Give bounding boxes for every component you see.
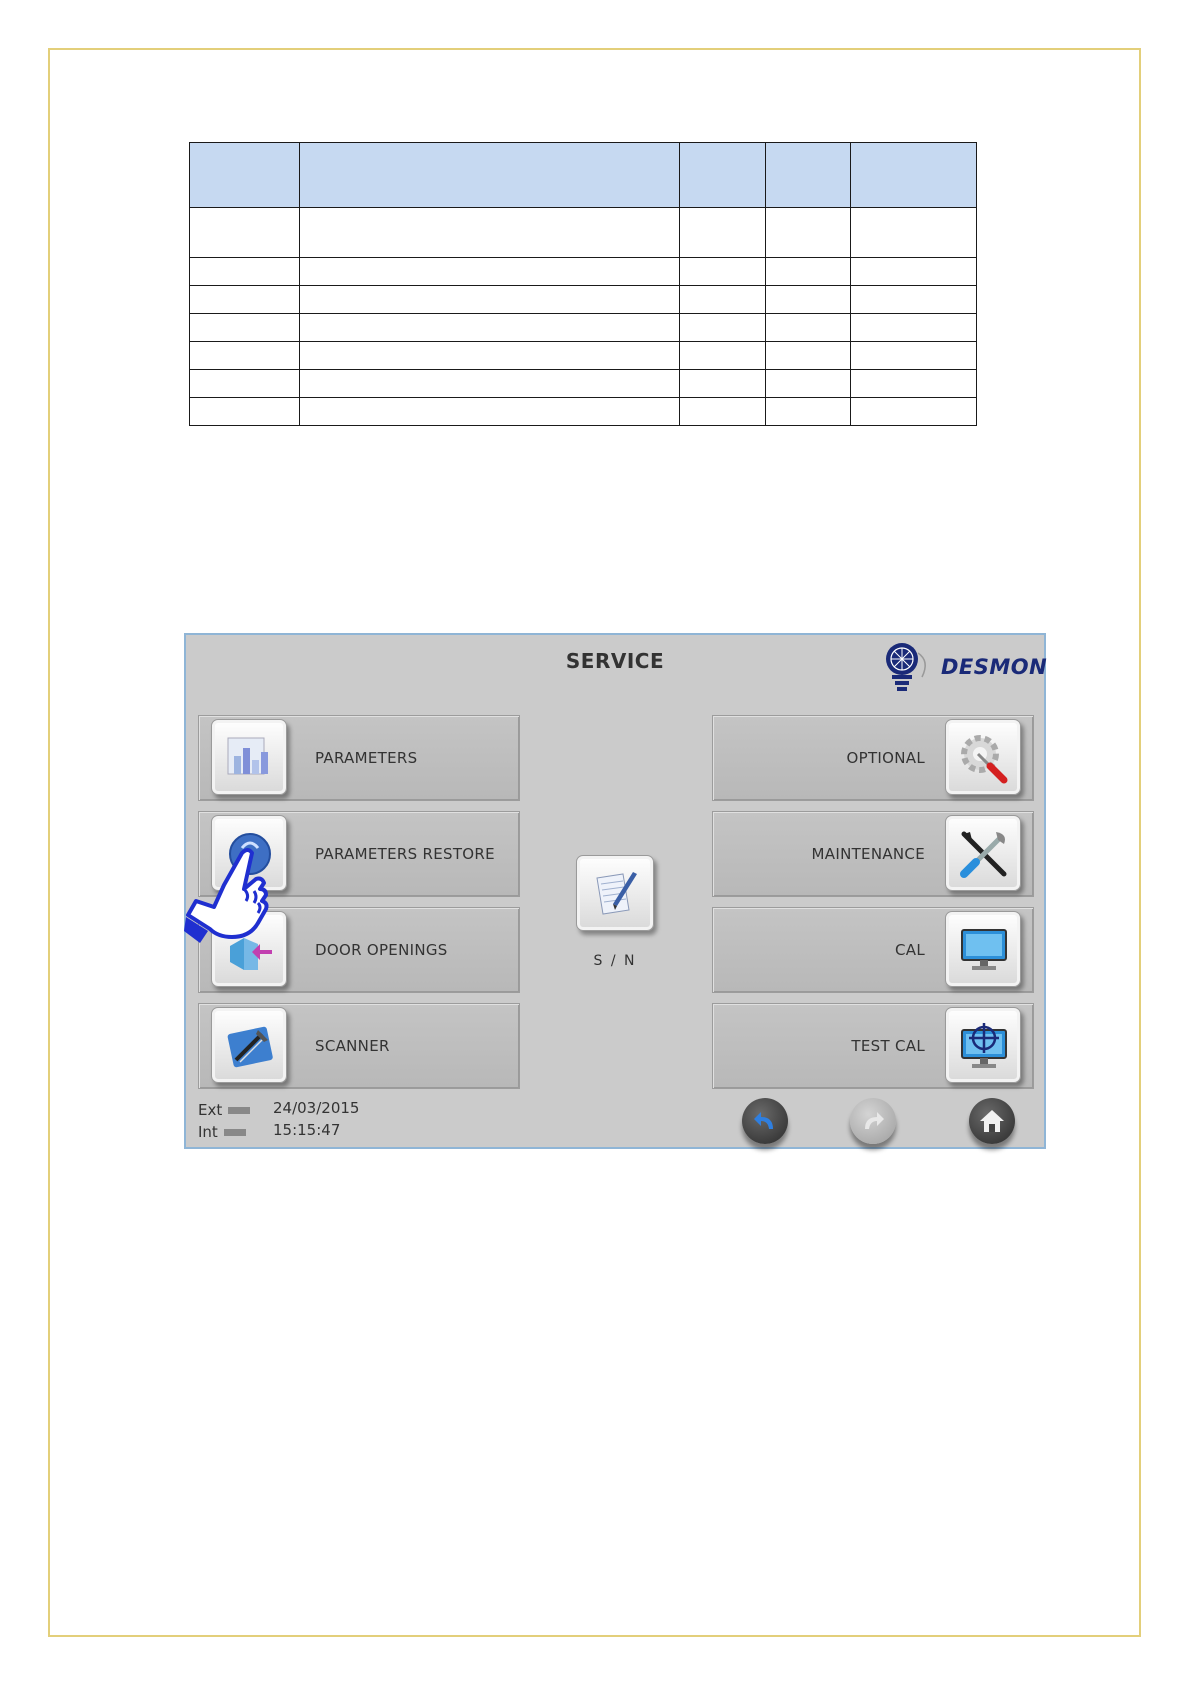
scanner-label: SCANNER <box>315 1037 390 1055</box>
logo-text: DESMON <box>941 655 1048 679</box>
forward-arrow-icon <box>859 1107 887 1135</box>
ext-label: Ext <box>198 1101 223 1119</box>
serial-number-label: S / N <box>593 953 637 969</box>
desmon-logo <box>878 637 1046 695</box>
screen-title: SERVICE <box>565 649 665 673</box>
int-status <box>198 1123 246 1141</box>
table-row <box>190 342 977 370</box>
parameters-restore-label: PARAMETERS RESTORE <box>315 845 495 863</box>
home-button[interactable] <box>969 1098 1015 1144</box>
optional-label: OPTIONAL <box>846 749 925 767</box>
gear-screwdriver-icon <box>945 719 1021 795</box>
cal-label: CAL <box>895 941 925 959</box>
maintenance-label: MAINTENANCE <box>811 845 925 863</box>
table-row <box>190 314 977 342</box>
table-row <box>190 398 977 426</box>
cal-button[interactable] <box>712 907 1034 993</box>
ext-status <box>198 1101 250 1119</box>
parameters-label: PARAMETERS <box>315 749 418 767</box>
int-indicator <box>224 1129 246 1136</box>
scanner-button[interactable] <box>198 1003 520 1089</box>
forward-button[interactable] <box>850 1098 896 1144</box>
scanner-tools-icon <box>211 1007 287 1083</box>
table-row <box>190 258 977 286</box>
table-row <box>190 286 977 314</box>
table-row <box>190 208 977 258</box>
maintenance-button[interactable] <box>712 811 1034 897</box>
parameters-button[interactable] <box>198 715 520 801</box>
document-table <box>189 142 977 426</box>
test-cal-label: TEST CAL <box>851 1037 925 1055</box>
table-row <box>190 370 977 398</box>
optional-button[interactable] <box>712 715 1034 801</box>
test-cal-button[interactable] <box>712 1003 1034 1089</box>
crosshair-monitor-icon <box>945 1007 1021 1083</box>
service-screen <box>184 633 1046 1149</box>
ext-indicator <box>228 1107 250 1114</box>
serial-number-button[interactable] <box>576 855 654 931</box>
monitor-icon <box>945 911 1021 987</box>
logo-emblem-icon <box>878 637 938 695</box>
back-button[interactable] <box>742 1098 788 1144</box>
time-display: 15:15:47 <box>273 1121 341 1139</box>
date-display: 24/03/2015 <box>273 1099 360 1117</box>
home-icon <box>978 1107 1006 1135</box>
table-header-row <box>190 143 977 208</box>
wrench-screwdriver-icon <box>945 815 1021 891</box>
door-openings-label: DOOR OPENINGS <box>315 941 448 959</box>
notepad-pencil-icon <box>589 866 643 920</box>
pointing-hand-icon <box>184 845 284 965</box>
back-arrow-icon <box>751 1107 779 1135</box>
parameters-chart-icon <box>211 719 287 795</box>
int-label: Int <box>198 1123 218 1141</box>
